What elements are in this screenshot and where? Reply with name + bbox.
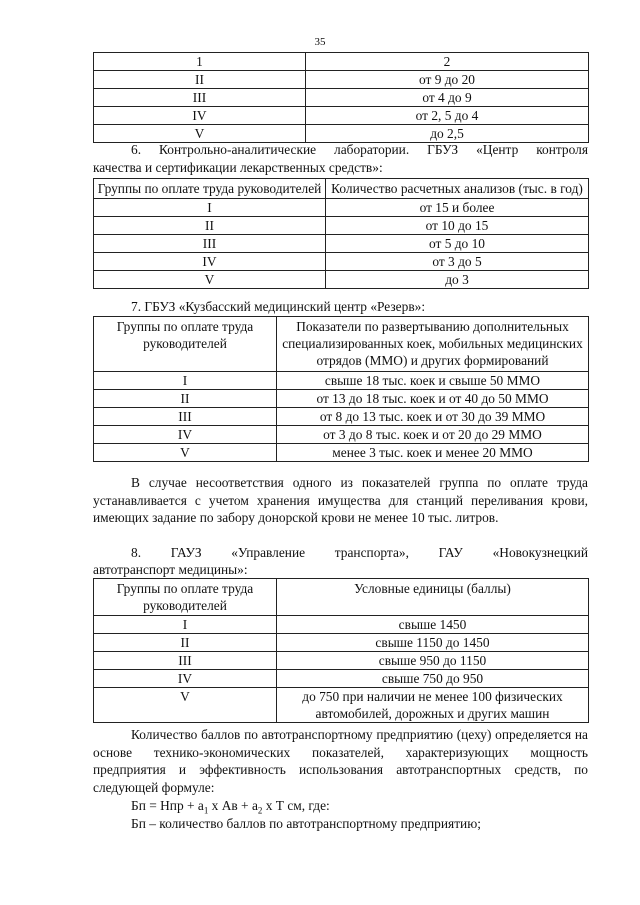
table-cell: от 4 до 9: [306, 89, 589, 107]
table-row: [94, 253, 589, 271]
table-cell: III: [94, 235, 326, 253]
table-cell: I: [94, 199, 326, 217]
table-lab-groups-continued: [93, 52, 589, 143]
table-cell: свыше 18 тыс. коек и свыше 50 ММО: [277, 371, 589, 389]
table-cell: II: [94, 389, 277, 407]
table-row: [94, 271, 589, 289]
table-cell: свыше 750 до 950: [277, 670, 589, 688]
table-reserve-center: [93, 316, 589, 462]
table-row: [94, 89, 589, 107]
table-row: [94, 652, 589, 670]
table-cell: до 2,5: [306, 125, 589, 143]
table-cell: IV: [94, 670, 277, 688]
table-cell: II: [94, 217, 326, 235]
formula-subscript: 2: [257, 805, 263, 816]
table-cell: от 10 до 15: [326, 217, 589, 235]
formula: [93, 797, 588, 815]
formula-part: х Т см, где:: [262, 798, 330, 813]
table-header-cell: Количество расчетных анализов (тыс. в год): [326, 179, 589, 199]
table-cell: 1: [94, 53, 306, 71]
table-cell: V: [94, 271, 326, 289]
table-cell: от 8 до 13 тыс. коек и от 30 до 39 ММО: [277, 407, 589, 425]
formula-part: Бп = Нпр + а: [131, 798, 204, 813]
table-cell: IV: [94, 425, 277, 443]
table-cell: менее 3 тыс. коек и менее 20 ММО: [277, 443, 589, 461]
table-row: [94, 199, 589, 217]
table-header-row: [94, 53, 589, 71]
table-cell: до 750 при наличии не менее 100 физических автомобилей, дорожных и других машин: [277, 688, 589, 723]
table-header-row: [94, 579, 589, 616]
page-number: 35: [314, 36, 326, 48]
table-row: [94, 670, 589, 688]
table-row: [94, 688, 589, 723]
table-cell: от 5 до 10: [326, 235, 589, 253]
table-header-row: [94, 317, 589, 372]
table-cell: свыше 1450: [277, 616, 589, 634]
table-header-cell: Группы по оплате труда руководителей: [94, 579, 277, 616]
table-cell: от 9 до 20: [306, 71, 589, 89]
table-row: [94, 125, 589, 143]
table-cell: IV: [94, 107, 306, 125]
section-6-title-line2: качества и сертификации лекарственных средств»:: [93, 160, 383, 175]
table-row: [94, 407, 589, 425]
table-cell: I: [94, 616, 277, 634]
definition-bp: Бп – количество баллов по автотранспортному предприятию;: [131, 816, 481, 831]
table-cell: свыше 1150 до 1450: [277, 634, 589, 652]
table-row: [94, 443, 589, 461]
table-cell: IV: [94, 253, 326, 271]
formula-part: х Ав + а: [208, 798, 258, 813]
table-cell: I: [94, 371, 277, 389]
table-row: [94, 634, 589, 652]
section-7-title: 7. ГБУЗ «Кузбасский медицинский центр «Резерв»:: [131, 299, 426, 314]
table-row: [94, 371, 589, 389]
table-cell: III: [94, 407, 277, 425]
table-cell: от 3 до 8 тыс. коек и от 20 до 29 ММО: [277, 425, 589, 443]
table-cell: V: [94, 125, 306, 143]
table-cell: V: [94, 688, 277, 723]
table-cell: от 3 до 5: [326, 253, 589, 271]
table-lab-analyses: [93, 178, 589, 289]
paragraph-points: Количество баллов по автотранспортному предприятию (цеху) определяется на основе технико-экономических показателей, характеризующих мощность предприятия и эффективность использования автотранспортных средств, по следующей формуле:: [93, 727, 588, 795]
table-row: [94, 425, 589, 443]
section-8-title-line1: 8. ГАУЗ «Управление транспорта», ГАУ «Новокузнецкий: [131, 545, 588, 560]
table-header-cell: Условные единицы (баллы): [277, 579, 589, 616]
table-header-cell: Показатели по развертыванию дополнительных специализированных коек, мобильных медицинских отрядов (ММО) и других формирований: [277, 317, 589, 372]
table-cell: 2: [306, 53, 589, 71]
table-cell: до 3: [326, 271, 589, 289]
table-row: [94, 616, 589, 634]
table-header-cell: Группы по оплате труда руководителей: [94, 179, 326, 199]
table-cell: II: [94, 71, 306, 89]
table-cell: от 15 и более: [326, 199, 589, 217]
table-cell: V: [94, 443, 277, 461]
table-cell: III: [94, 652, 277, 670]
table-cell: от 2, 5 до 4: [306, 107, 589, 125]
table-cell: II: [94, 634, 277, 652]
table-header-cell: Группы по оплате труда руководителей: [94, 317, 277, 372]
table-row: [94, 107, 589, 125]
table-transport: [93, 578, 589, 723]
table-row: [94, 217, 589, 235]
section-6-title-line1: 6. Контрольно-аналитические лаборатории. ГБУЗ «Центр контроля: [131, 142, 588, 157]
table-row: [94, 389, 589, 407]
paragraph-mismatch: В случае несоответствия одного из показателей группа по оплате труда устанавливается с учетом хранения имущества для станций переливания крови, имеющих задание по забору донорской крови не менее 10 тыс. литров.: [93, 475, 588, 525]
table-cell: свыше 950 до 1150: [277, 652, 589, 670]
table-header-row: [94, 179, 589, 199]
table-cell: III: [94, 89, 306, 107]
table-cell: от 13 до 18 тыс. коек и от 40 до 50 ММО: [277, 389, 589, 407]
section-8-title-line2: автотранспорт медицины»:: [93, 562, 248, 577]
table-row: [94, 235, 589, 253]
table-row: [94, 71, 589, 89]
formula-subscript: 1: [203, 805, 209, 816]
